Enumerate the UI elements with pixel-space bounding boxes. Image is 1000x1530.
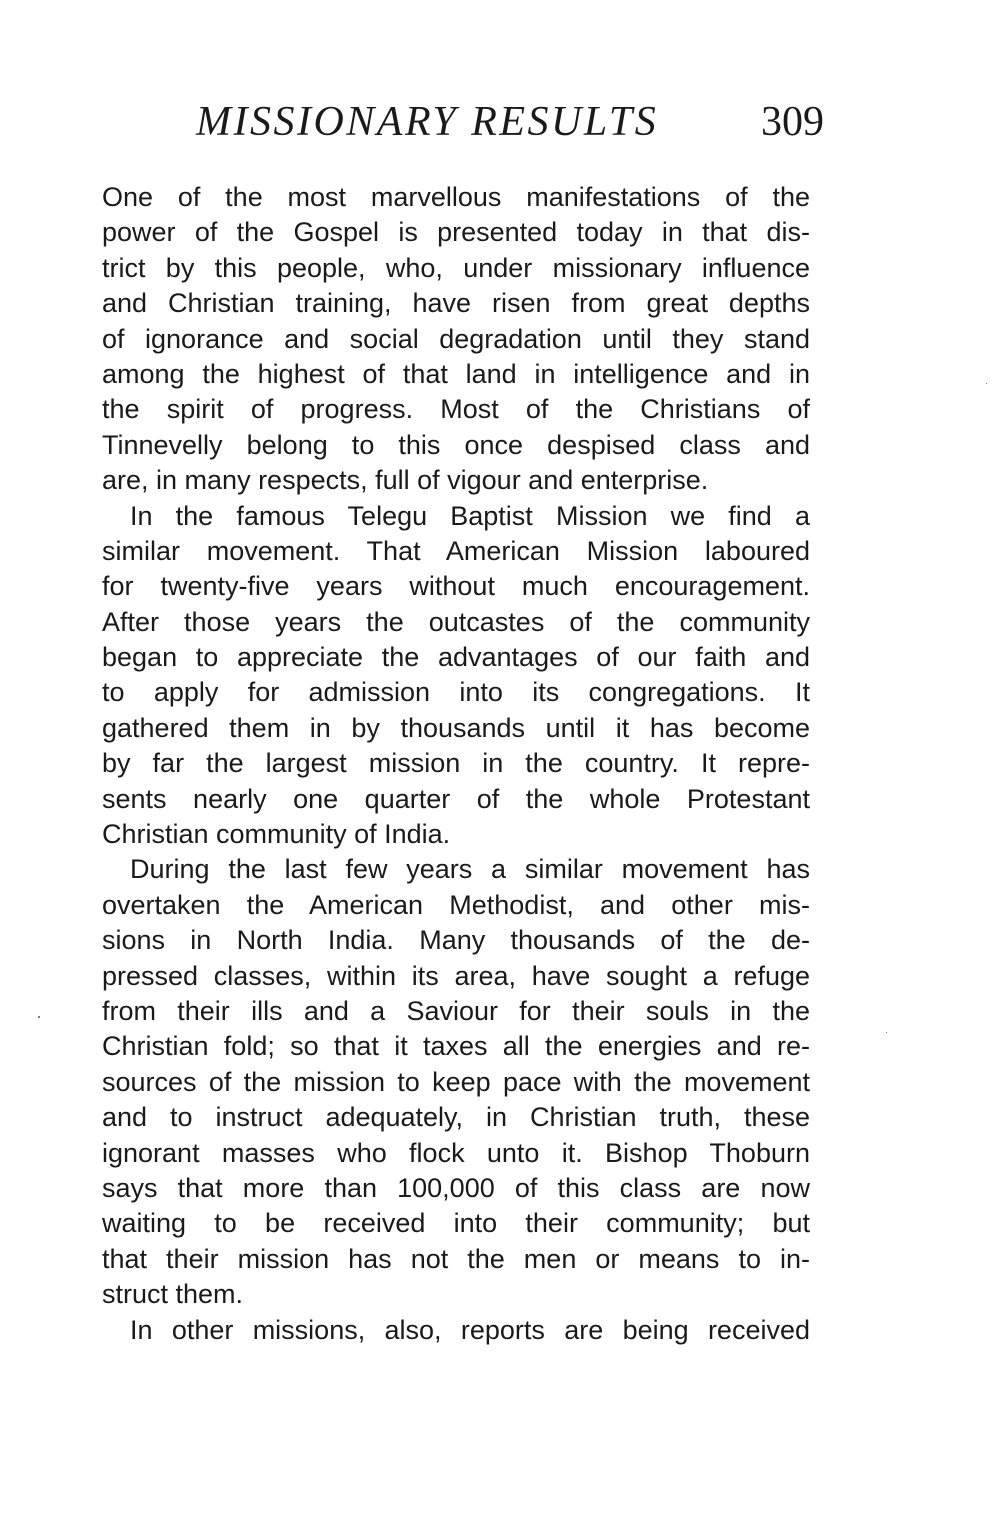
text-line: began to appreciate the advantages of our faith and (102, 642, 810, 673)
paragraph (102, 499, 810, 853)
text-line: that their mission has not the men or means to in- (102, 1243, 810, 1274)
text-line: waiting to be received into their community; but (102, 1208, 810, 1239)
text-line: struct them. (102, 1279, 244, 1310)
text-line: During the last few years a similar movement has (130, 854, 810, 885)
text-line: and Christian training, have risen from great depths (102, 288, 810, 319)
text-line: Tinnevelly belong to this once despised class and (102, 429, 810, 460)
text-line: ignorant masses who flock unto it. Bishop Thoburn (102, 1137, 810, 1168)
text-line: Christian community of India. (102, 819, 451, 850)
page-number: 309 (761, 99, 824, 145)
paragraph (102, 180, 810, 499)
text-line: After those years the outcastes of the community (102, 606, 810, 637)
text-line: sources of the mission to keep pace with the movement (102, 1066, 810, 1097)
text-line: One of the most marvellous manifestations of the (102, 182, 810, 212)
text-line: pressed classes, within its area, have sought a refuge (102, 960, 810, 991)
running-head (196, 96, 824, 156)
running-title: MISSIONARY RESULTS (196, 99, 659, 145)
text-line: from their ills and a Saviour for their souls in the (102, 995, 810, 1026)
text-line: to apply for admission into its congregations. It (102, 677, 810, 708)
paragraph (102, 1313, 810, 1348)
text-line: the spirit of progress. Most of the Christians of (102, 394, 810, 425)
text-line: among the highest of that land in intelligence and in (102, 358, 810, 389)
text-line: similar movement. That American Mission laboured (102, 535, 810, 566)
text-line: sents nearly one quarter of the whole Protestant (102, 783, 810, 814)
paragraph (102, 852, 810, 1312)
print-speck (986, 383, 987, 384)
text-line: and to instruct adequately, in Christian truth, these (102, 1102, 810, 1133)
text-line: Christian fold; so that it taxes all the energies and re- (102, 1031, 810, 1062)
text-line: power of the Gospel is presented today in that dis- (102, 217, 810, 248)
text-line: are, in many respects, full of vigour and enterprise. (102, 465, 709, 496)
body-text (102, 180, 810, 1348)
text-line: of ignorance and social degradation until they stand (102, 323, 810, 354)
text-line: In the famous Telegu Baptist Mission we find a (130, 500, 810, 531)
text-line: sions in North India. Many thousands of the de- (102, 925, 810, 956)
text-line: gathered them in by thousands until it has become (102, 712, 810, 743)
text-line: In other missions, also, reports are being received (130, 1314, 810, 1345)
text-line: overtaken the American Methodist, and other mis- (102, 889, 810, 920)
text-line: for twenty-five years without much encouragement. (102, 571, 810, 602)
print-speck (38, 1016, 40, 1018)
text-line: by far the largest mission in the country. It repre- (102, 748, 810, 779)
text-line: trict by this people, who, under missionary influence (102, 252, 810, 283)
text-line: says that more than 100,000 of this class are now (102, 1172, 810, 1203)
print-speck (886, 1032, 887, 1033)
